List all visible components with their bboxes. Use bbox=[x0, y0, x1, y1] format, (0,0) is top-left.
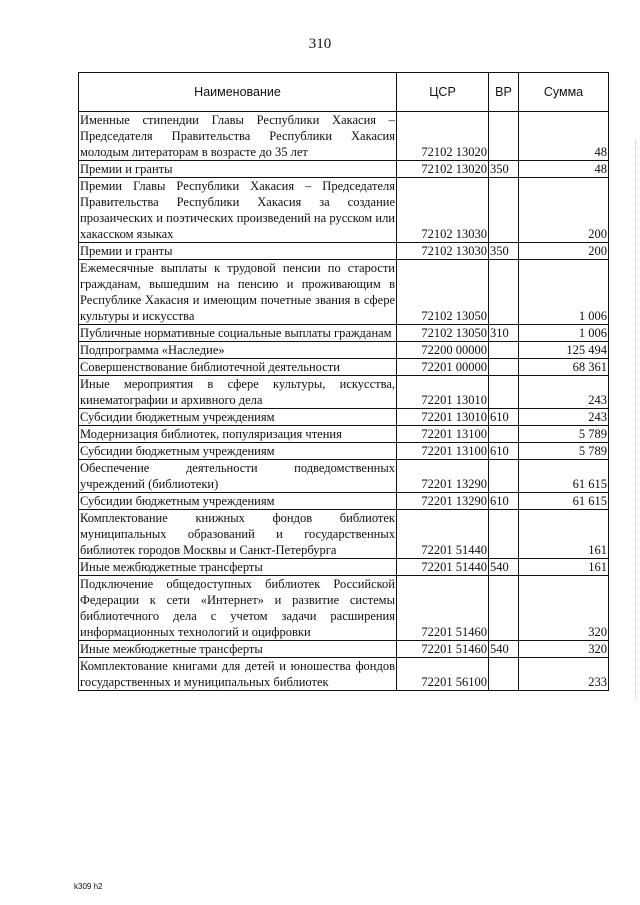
row-name: Именные стипендии Главы Республики Хакасия – Председателя Правительства Республики Хакасия молодым литераторам в возрасте до 35 лет bbox=[80, 113, 395, 159]
row-name: Комплектование книгами для детей и юношества фондов государственных и муниципальных библиотек bbox=[80, 659, 395, 689]
row-csr: 72102 13050 bbox=[397, 260, 489, 325]
row-csr: 72201 56100 bbox=[397, 658, 489, 691]
row-name: Комплектование книжных фондов библиотек муниципальных образований и государственных библиотек городов Москвы и Санкт-Петербурга bbox=[80, 511, 395, 557]
header-sum: Сумма bbox=[519, 73, 609, 112]
row-name: Публичные нормативные социальные выплаты гражданам bbox=[79, 325, 397, 342]
edge-marks bbox=[633, 140, 636, 700]
row-csr: 72102 13020 bbox=[397, 112, 489, 161]
row-csr: 72201 13100 bbox=[397, 443, 489, 460]
row-vr: 540 bbox=[489, 559, 519, 576]
table-row bbox=[79, 658, 609, 691]
row-vr bbox=[489, 342, 519, 359]
row-vr: 610 bbox=[489, 409, 519, 426]
row-vr bbox=[489, 359, 519, 376]
row-sum: 61 615 bbox=[519, 460, 609, 493]
row-vr bbox=[489, 426, 519, 443]
row-vr: 610 bbox=[489, 493, 519, 510]
table-row bbox=[79, 426, 609, 443]
row-csr: 72102 13020 bbox=[397, 161, 489, 178]
table-row bbox=[79, 409, 609, 426]
row-csr: 72200 00000 bbox=[397, 342, 489, 359]
row-name: Совершенствование библиотечной деятельности bbox=[79, 359, 397, 376]
row-name: Иные мероприятия в сфере культуры, искусства, кинематографии и архивного дела bbox=[80, 377, 395, 407]
table-row bbox=[79, 112, 609, 161]
row-name: Иные межбюджетные трансферты bbox=[79, 641, 397, 658]
table-row bbox=[79, 260, 609, 325]
row-csr: 72201 13010 bbox=[397, 376, 489, 409]
row-vr bbox=[489, 260, 519, 325]
row-name: Обеспечение деятельности подведомственных учреждений (библиотеки) bbox=[80, 461, 395, 491]
footer-code: k309 h2 bbox=[74, 882, 103, 891]
row-name: Иные межбюджетные трансферты bbox=[79, 559, 397, 576]
row-csr: 72201 00000 bbox=[397, 359, 489, 376]
row-sum: 320 bbox=[519, 641, 609, 658]
row-sum: 233 bbox=[519, 658, 609, 691]
row-sum: 243 bbox=[519, 409, 609, 426]
row-vr: 540 bbox=[489, 641, 519, 658]
row-csr: 72201 13100 bbox=[397, 426, 489, 443]
row-vr bbox=[489, 178, 519, 243]
page-number: 310 bbox=[308, 36, 332, 52]
row-csr: 72201 13290 bbox=[397, 460, 489, 493]
row-name: Подключение общедоступных библиотек Российской Федерации к сети «Интернет» и развитие системы библиотечного дела с учетом задачи расширения информационных технологий и оцифровки bbox=[80, 577, 395, 639]
row-csr: 72201 13010 bbox=[397, 409, 489, 426]
table-row bbox=[79, 576, 609, 641]
row-vr bbox=[489, 510, 519, 559]
row-vr: 350 bbox=[489, 161, 519, 178]
row-name: Субсидии бюджетным учреждениям bbox=[79, 493, 397, 510]
row-csr: 72201 51440 bbox=[397, 510, 489, 559]
row-csr: 72201 51440 bbox=[397, 559, 489, 576]
row-sum: 320 bbox=[519, 576, 609, 641]
row-vr: 310 bbox=[489, 325, 519, 342]
table-row bbox=[79, 376, 609, 409]
row-name: Субсидии бюджетным учреждениям bbox=[79, 409, 397, 426]
row-sum: 161 bbox=[519, 510, 609, 559]
table-header-row bbox=[79, 73, 609, 112]
table-row bbox=[79, 493, 609, 510]
row-vr bbox=[489, 376, 519, 409]
row-name: Модернизация библиотек, популяризация чтения bbox=[79, 426, 397, 443]
table-row bbox=[79, 460, 609, 493]
table-row bbox=[79, 359, 609, 376]
table-row bbox=[79, 443, 609, 460]
row-vr bbox=[489, 112, 519, 161]
row-name: Премии Главы Республики Хакасия – Председателя Правительства Республики Хакасия за создание прозаических и поэтических произведений на русском или хакасском языках bbox=[80, 179, 395, 241]
table-row bbox=[79, 325, 609, 342]
header-name: Наименование bbox=[79, 73, 397, 112]
row-sum: 5 789 bbox=[519, 426, 609, 443]
table-row bbox=[79, 510, 609, 559]
row-name: Премии и гранты bbox=[79, 161, 397, 178]
row-csr: 72102 13050 bbox=[397, 325, 489, 342]
budget-table bbox=[78, 72, 609, 691]
row-sum: 200 bbox=[519, 243, 609, 260]
row-sum: 61 615 bbox=[519, 493, 609, 510]
row-csr: 72201 13290 bbox=[397, 493, 489, 510]
row-vr: 610 bbox=[489, 443, 519, 460]
row-name: Субсидии бюджетным учреждениям bbox=[79, 443, 397, 460]
table-row bbox=[79, 161, 609, 178]
table-row bbox=[79, 243, 609, 260]
row-sum: 48 bbox=[519, 161, 609, 178]
row-vr: 350 bbox=[489, 243, 519, 260]
row-csr: 72201 51460 bbox=[397, 641, 489, 658]
row-sum: 48 bbox=[519, 112, 609, 161]
row-sum: 200 bbox=[519, 178, 609, 243]
row-sum: 5 789 bbox=[519, 443, 609, 460]
row-vr bbox=[489, 576, 519, 641]
header-vr: ВР bbox=[489, 73, 519, 112]
row-vr bbox=[489, 460, 519, 493]
row-csr: 72201 51460 bbox=[397, 576, 489, 641]
row-csr: 72102 13030 bbox=[397, 178, 489, 243]
row-name: Подпрограмма «Наследие» bbox=[79, 342, 397, 359]
row-vr bbox=[489, 658, 519, 691]
row-name: Ежемесячные выплаты к трудовой пенсии по старости гражданам, вышедшим на пенсию и проживающим в Республике Хакасия и имеющим почетные звания в сфере культуры и искусства bbox=[80, 261, 395, 323]
header-csr: ЦСР bbox=[397, 73, 489, 112]
table-row bbox=[79, 641, 609, 658]
row-sum: 1 006 bbox=[519, 325, 609, 342]
row-sum: 1 006 bbox=[519, 260, 609, 325]
row-sum: 161 bbox=[519, 559, 609, 576]
table-row bbox=[79, 178, 609, 243]
row-name: Премии и гранты bbox=[79, 243, 397, 260]
row-sum: 68 361 bbox=[519, 359, 609, 376]
table-body bbox=[79, 112, 609, 691]
row-csr: 72102 13030 bbox=[397, 243, 489, 260]
row-sum: 125 494 bbox=[519, 342, 609, 359]
row-sum: 243 bbox=[519, 376, 609, 409]
table-row bbox=[79, 342, 609, 359]
table-row bbox=[79, 559, 609, 576]
